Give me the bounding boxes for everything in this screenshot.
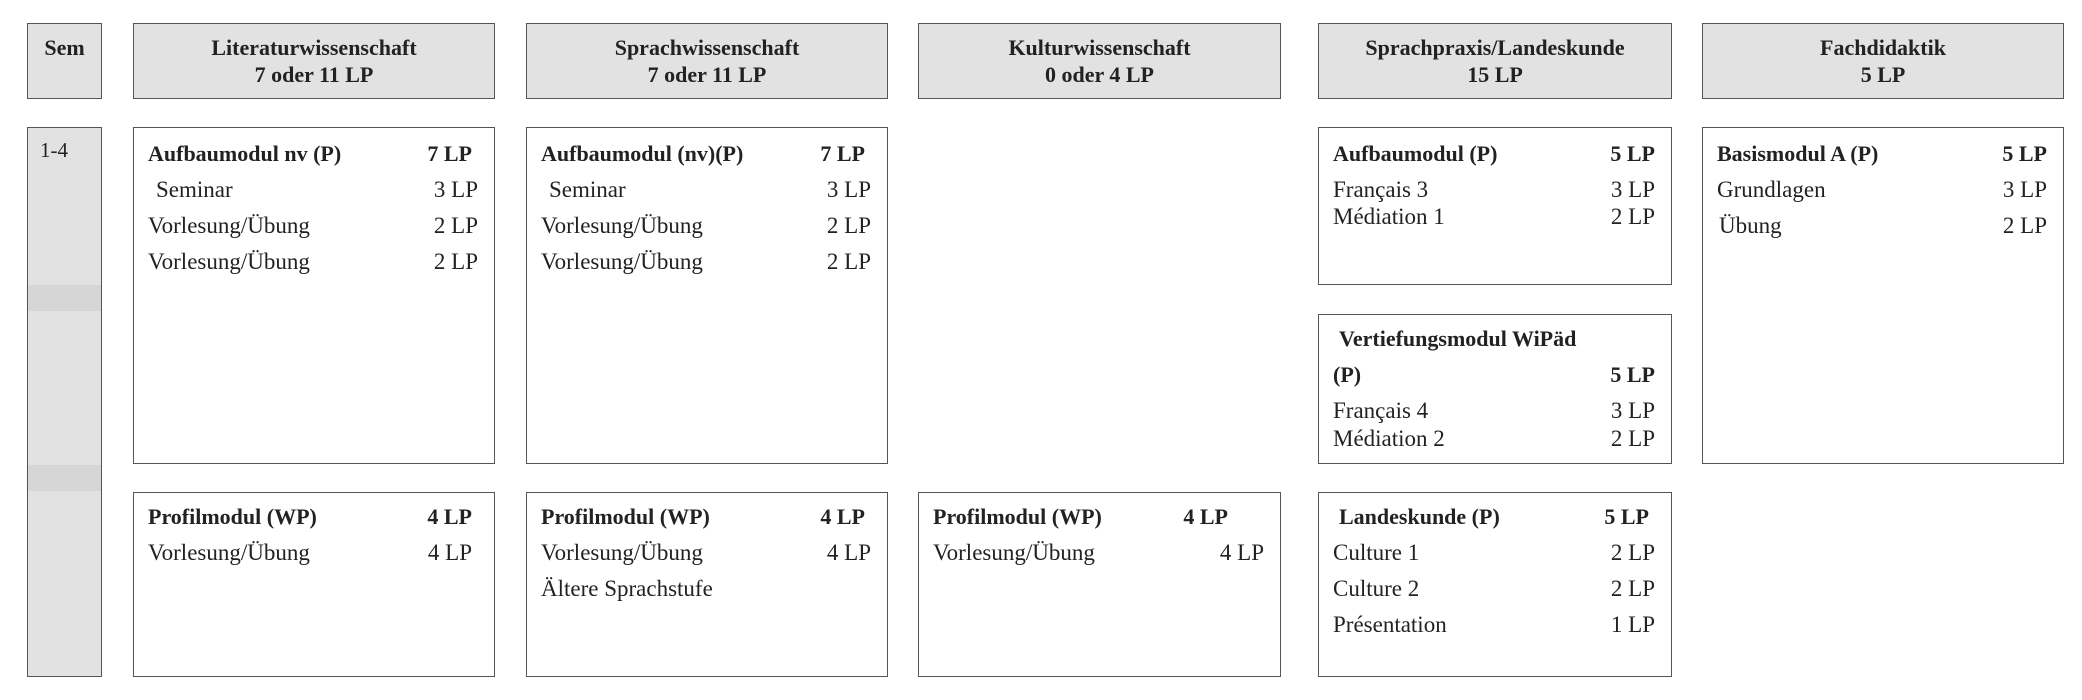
header-praxis [1318, 23, 1672, 99]
course-lp: 2 LP [1610, 540, 1655, 565]
course-row [1319, 398, 1671, 428]
course-name: Grundlagen [1717, 177, 1826, 202]
header-didaktik-lp: 5 LP [1860, 62, 1906, 87]
course-row [527, 576, 887, 606]
module-title: Aufbaumodul (nv)(P) [541, 141, 744, 166]
course-lp: 2 LP [1610, 204, 1655, 229]
module-header-row [527, 141, 887, 171]
module-title: Profilmodul (WP) [933, 504, 1102, 529]
module-title: Profilmodul (WP) [541, 504, 710, 529]
module-header-row [1319, 326, 1671, 356]
course-row [919, 540, 1280, 570]
header-sprach-lp: 7 oder 11 LP [647, 62, 767, 87]
course-row [1319, 426, 1671, 456]
module-didaktik-basis [1702, 127, 2064, 464]
course-row [1319, 204, 1671, 234]
header-kultur-lp: 0 oder 4 LP [1045, 62, 1154, 87]
course-lp: 2 LP [433, 249, 478, 274]
course-name: Vorlesung/Übung [148, 249, 310, 274]
course-lp: 3 LP [1610, 398, 1655, 423]
header-praxis-title: Sprachpraxis/Landeskunde [1365, 35, 1625, 60]
header-didaktik-title: Fachdidaktik [1820, 35, 1946, 60]
header-sem [27, 23, 102, 99]
module-lp: 4 LP [1183, 504, 1228, 529]
course-name: Vorlesung/Übung [933, 540, 1095, 565]
module-lp: 5 LP [1610, 362, 1655, 387]
course-lp: 2 LP [2002, 213, 2047, 238]
course-name: Culture 2 [1333, 576, 1420, 601]
course-name: Médiation 1 [1333, 204, 1445, 229]
course-row [1319, 540, 1671, 570]
module-lp: 5 LP [2002, 141, 2047, 166]
course-name: Médiation 2 [1333, 426, 1445, 451]
module-praxis-landeskunde [1318, 492, 1672, 677]
module-title: Basismodul A (P) [1717, 141, 1879, 166]
course-name: Vorlesung/Übung [541, 540, 703, 565]
header-praxis-lp: 15 LP [1467, 62, 1523, 87]
module-title: Profilmodul (WP) [148, 504, 317, 529]
header-sprach [526, 23, 888, 99]
module-sprach-profil [526, 492, 888, 677]
course-lp: 2 LP [826, 249, 871, 274]
module-literatur-profil [133, 492, 495, 677]
course-lp: 3 LP [826, 177, 871, 202]
course-row [1319, 177, 1671, 207]
course-row [134, 213, 494, 243]
course-lp: 2 LP [433, 213, 478, 238]
course-lp: 4 LP [427, 540, 472, 565]
module-literatur-aufbau [133, 127, 495, 464]
course-lp: 3 LP [1610, 177, 1655, 202]
module-lp: 4 LP [427, 504, 472, 529]
course-lp: 2 LP [1610, 576, 1655, 601]
course-row [1703, 213, 2063, 243]
module-header-row [1319, 504, 1671, 534]
module-lp: 5 LP [1610, 141, 1655, 166]
course-row [134, 540, 494, 570]
course-row [1319, 612, 1671, 642]
module-title: Landeskunde (P) [1339, 504, 1500, 529]
course-lp: 3 LP [433, 177, 478, 202]
course-name: Seminar [549, 177, 626, 202]
module-header-row [1319, 141, 1671, 171]
course-name: Vorlesung/Übung [148, 213, 310, 238]
module-header-row [527, 504, 887, 534]
course-lp: 4 LP [1219, 540, 1264, 565]
semester-label: 1-4 [40, 138, 68, 162]
course-row [527, 177, 887, 207]
module-title: Aufbaumodul (P) [1333, 141, 1498, 166]
module-header-row [919, 504, 1280, 534]
course-name: Français 3 [1333, 177, 1429, 202]
course-row [527, 249, 887, 279]
module-title: Vertiefungsmodul WiPäd [1339, 326, 1577, 351]
header-literatur [133, 23, 495, 99]
module-title-cont: (P) [1333, 362, 1362, 387]
course-lp: 2 LP [826, 213, 871, 238]
module-header-row [1319, 362, 1671, 392]
module-praxis-vertiefung [1318, 314, 1672, 464]
course-row [1319, 576, 1671, 606]
course-name: Culture 1 [1333, 540, 1420, 565]
course-lp: 2 LP [1610, 426, 1655, 451]
course-row [134, 249, 494, 279]
module-lp: 5 LP [1604, 504, 1649, 529]
course-row [134, 177, 494, 207]
module-title: Aufbaumodul nv (P) [148, 141, 342, 166]
course-name: Vorlesung/Übung [541, 249, 703, 274]
course-name: Présentation [1333, 612, 1447, 637]
module-header-row [1703, 141, 2063, 171]
course-name: Übung [1719, 213, 1782, 238]
course-row [527, 540, 887, 570]
course-lp: 3 LP [2002, 177, 2047, 202]
course-name: Vorlesung/Übung [541, 213, 703, 238]
header-sprach-title: Sprachwissenschaft [614, 35, 800, 60]
header-kultur-title: Kulturwissenschaft [1008, 35, 1191, 60]
semester-band [28, 465, 101, 491]
module-header-row [134, 141, 494, 171]
semester-band [28, 285, 101, 311]
course-row [527, 213, 887, 243]
module-lp: 7 LP [427, 141, 472, 166]
course-name: Français 4 [1333, 398, 1429, 423]
header-literatur-lp: 7 oder 11 LP [254, 62, 374, 87]
course-name: Seminar [156, 177, 233, 202]
course-row [1703, 177, 2063, 207]
header-sem-label: Sem [44, 35, 85, 60]
module-lp: 4 LP [820, 504, 865, 529]
module-kultur-profil [918, 492, 1281, 677]
module-header-row [134, 504, 494, 534]
header-kultur [918, 23, 1281, 99]
semester-column [27, 127, 102, 677]
module-praxis-aufbau [1318, 127, 1672, 285]
header-literatur-title: Literaturwissenschaft [211, 35, 417, 60]
course-name: Vorlesung/Übung [148, 540, 310, 565]
course-name: Ältere Sprachstufe [541, 576, 713, 601]
module-lp: 7 LP [820, 141, 865, 166]
header-didaktik [1702, 23, 2064, 99]
course-lp: 4 LP [826, 540, 871, 565]
module-sprach-aufbau [526, 127, 888, 464]
course-lp: 1 LP [1610, 612, 1655, 637]
